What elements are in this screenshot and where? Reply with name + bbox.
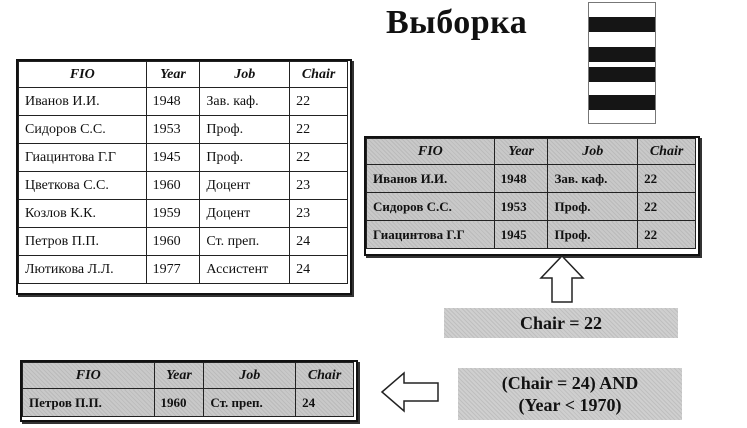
cell-job: Проф. xyxy=(548,221,638,249)
condition-chair-24-year xyxy=(458,368,682,420)
table-row xyxy=(19,116,348,144)
cell-year: 1953 xyxy=(146,116,200,144)
cell-fio: Гиацинтова Г.Г xyxy=(367,221,495,249)
col-header-year: Year xyxy=(494,139,548,165)
cell-fio: Лютикова Л.Л. xyxy=(19,256,147,284)
condition-chair-22 xyxy=(444,308,678,338)
cell-chair: 24 xyxy=(290,256,348,284)
table-row xyxy=(19,144,348,172)
col-header-chair: Chair xyxy=(290,62,348,88)
cell-year: 1945 xyxy=(494,221,548,249)
cell-year: 1960 xyxy=(146,172,200,200)
cell-year: 1953 xyxy=(494,193,548,221)
arrow-up-icon xyxy=(538,254,586,304)
table-row xyxy=(19,88,348,116)
col-header-job: Job xyxy=(548,139,638,165)
condition-line-1: (Chair = 24) AND xyxy=(501,373,639,393)
table-row xyxy=(19,200,348,228)
cell-chair: 24 xyxy=(296,389,354,417)
cell-chair: 22 xyxy=(638,221,696,249)
cell-job: Зав. каф. xyxy=(200,88,290,116)
stripes-icon xyxy=(588,2,656,124)
arrow-left-icon xyxy=(380,370,440,414)
cell-year: 1960 xyxy=(146,228,200,256)
table-row xyxy=(19,172,348,200)
cell-chair: 22 xyxy=(290,88,348,116)
cell-fio: Сидоров С.С. xyxy=(19,116,147,144)
cell-fio: Петров П.П. xyxy=(19,228,147,256)
cell-fio: Гиацинтова Г.Г xyxy=(19,144,147,172)
cell-year: 1977 xyxy=(146,256,200,284)
col-header-year: Year xyxy=(146,62,200,88)
cell-job: Проф. xyxy=(200,116,290,144)
table-row xyxy=(367,193,696,221)
cell-fio: Цветкова С.С. xyxy=(19,172,147,200)
cell-year: 1945 xyxy=(146,144,200,172)
cell-chair: 24 xyxy=(290,228,348,256)
result-chair24-table xyxy=(22,362,354,417)
result-chair22-table xyxy=(366,138,696,249)
col-header-job: Job xyxy=(204,363,296,389)
table-row xyxy=(367,221,696,249)
cell-year: 1948 xyxy=(146,88,200,116)
cell-chair: 22 xyxy=(638,193,696,221)
cell-job: Проф. xyxy=(200,144,290,172)
cell-fio: Сидоров С.С. xyxy=(367,193,495,221)
source-table xyxy=(18,61,348,284)
cell-chair: 23 xyxy=(290,172,348,200)
col-header-year: Year xyxy=(154,363,204,389)
cell-chair: 22 xyxy=(290,116,348,144)
cell-job: Проф. xyxy=(548,193,638,221)
cell-job: Ст. преп. xyxy=(200,228,290,256)
col-header-fio: FIO xyxy=(367,139,495,165)
page-title: Выборка xyxy=(386,4,528,41)
table-row xyxy=(19,228,348,256)
cell-chair: 23 xyxy=(290,200,348,228)
table-row xyxy=(23,389,354,417)
table-row xyxy=(367,165,696,193)
col-header-chair: Chair xyxy=(296,363,354,389)
cell-year: 1948 xyxy=(494,165,548,193)
cell-job: Доцент xyxy=(200,200,290,228)
cell-fio: Иванов И.И. xyxy=(367,165,495,193)
cell-fio: Петров П.П. xyxy=(23,389,155,417)
cell-chair: 22 xyxy=(290,144,348,172)
cell-job: Зав. каф. xyxy=(548,165,638,193)
cell-year: 1960 xyxy=(154,389,204,417)
cell-job: Ст. преп. xyxy=(204,389,296,417)
cell-fio: Козлов К.К. xyxy=(19,200,147,228)
col-header-fio: FIO xyxy=(19,62,147,88)
condition-chair-22-text: Chair = 22 xyxy=(520,313,602,333)
col-header-fio: FIO xyxy=(23,363,155,389)
condition-line-2: (Year < 1970) xyxy=(518,395,622,415)
cell-job: Ассистент xyxy=(200,256,290,284)
col-header-job: Job xyxy=(200,62,290,88)
col-header-chair: Chair xyxy=(638,139,696,165)
cell-year: 1959 xyxy=(146,200,200,228)
cell-fio: Иванов И.И. xyxy=(19,88,147,116)
table-row xyxy=(19,256,348,284)
cell-job: Доцент xyxy=(200,172,290,200)
cell-chair: 22 xyxy=(638,165,696,193)
